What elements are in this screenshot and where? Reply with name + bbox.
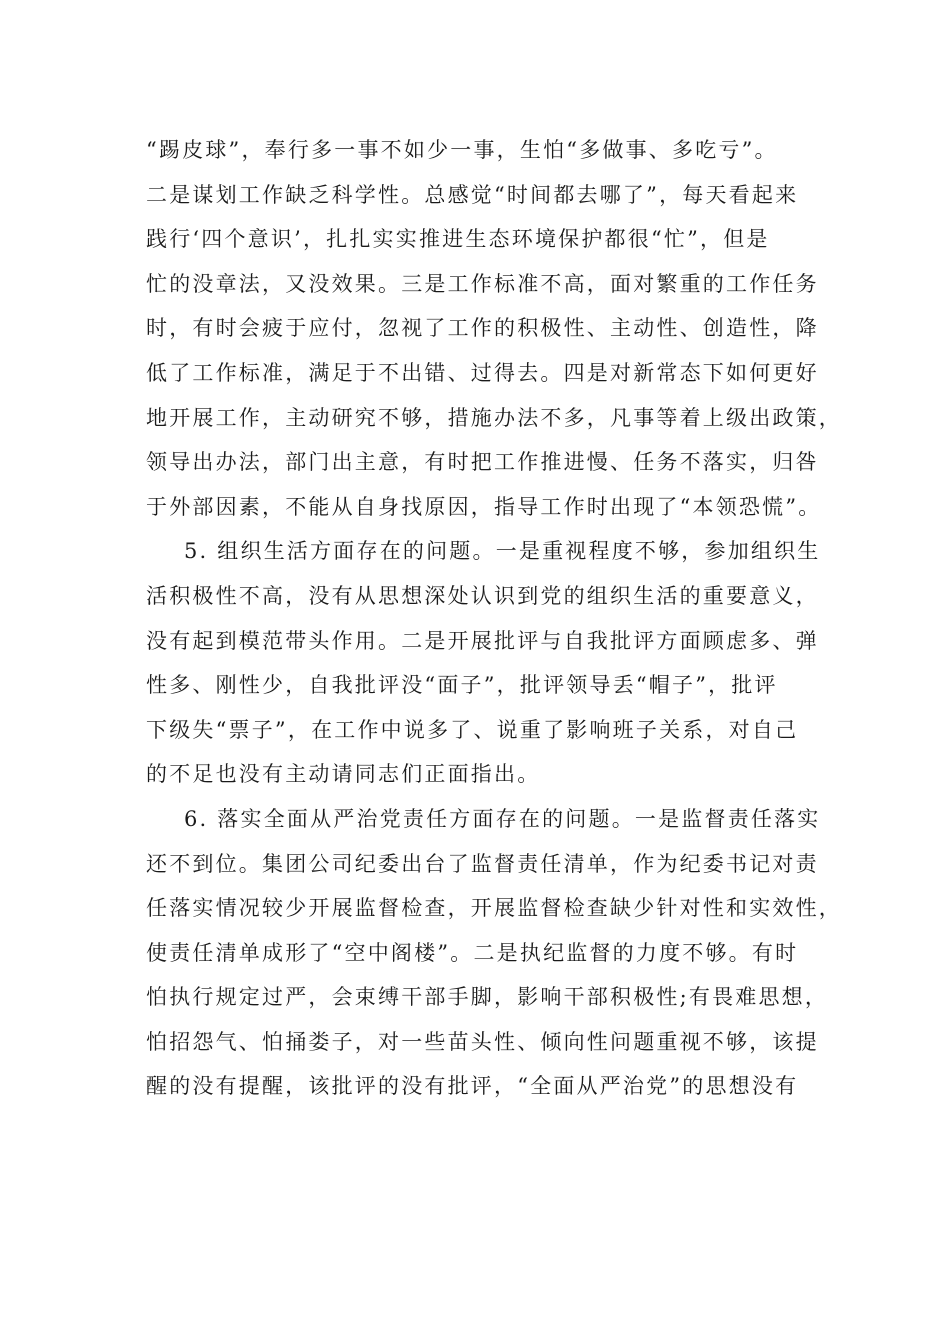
text-line: 怕执行规定过严，会束缚干部手脚，影响干部积极性;有畏难思想， — [146, 985, 829, 1010]
text-line: 二是谋划工作缺乏科学性。总感觉“时间都去哪了”，每天看起来 — [146, 182, 799, 207]
text-line: 活积极性不高，没有从思想深处认识到党的组织生活的重要意义， — [146, 583, 819, 608]
text-line: 醒的没有提醒，该批评的没有批评，“全面从严治党”的思想没有 — [146, 1074, 799, 1099]
text-line: 时，有时会疲于应付，忽视了工作的积极性、主动性、创造性，降 — [146, 316, 819, 341]
text-line: “踢皮球”，奉行多一事不如少一事，生怕“多做事、多吃亏”。 — [146, 138, 778, 162]
text-line: 任落实情况较少开展监督检查，开展监督检查缺少针对性和实效性， — [146, 896, 842, 921]
text-line: 还不到位。集团公司纪委出台了监督责任清单，作为纪委书记对责 — [146, 851, 819, 876]
document-body — [146, 128, 842, 1109]
text-line: 使责任清单成形了“空中阁楼”。二是执纪监督的力度不够。有时 — [146, 940, 799, 965]
text-line: 的不足也没有主动请同志们正面指出。 — [146, 762, 541, 787]
text-line: 领导出办法，部门出主意，有时把工作推进慢、任务不落实，归咎 — [146, 450, 819, 475]
text-line: 于外部因素，不能从自身找原因，指导工作时出现了“本领恐慌”。 — [146, 494, 822, 519]
text-line: 没有起到模范带头作用。二是开展批评与自我批评方面顾虑多、弹 — [146, 628, 819, 653]
text-line: 忙的没章法，又没效果。三是工作标准不高，面对繁重的工作任务 — [146, 271, 819, 296]
text-line: 怕招怨气、怕捅娄子，对一些苗头性、倾向性问题重视不够，该提 — [146, 1029, 819, 1054]
text-line: 性多、刚性少，自我批评没“面子”，批评领导丢“帽子”，批评 — [146, 673, 778, 698]
text-line: 低了工作标准，满足于不出错、过得去。四是对新常态下如何更好 — [146, 360, 819, 385]
paragraph-start-line: 5. 组织生活方面存在的问题。一是重视程度不够，参加组织生 — [184, 539, 821, 564]
text-line: 地开展工作，主动研究不够，措施办法不多，凡事等着上级出政策， — [146, 405, 842, 430]
text-line: 下级失“票子”，在工作中说多了、说重了影响班子关系，对自己 — [146, 717, 799, 742]
paragraph-start-line: 6. 落实全面从严治党责任方面存在的问题。一是监督责任落实 — [184, 806, 821, 831]
text-line: 践行‘四个意识’，扎扎实实推进生态环境保护都很“忙”，但是 — [146, 227, 770, 252]
